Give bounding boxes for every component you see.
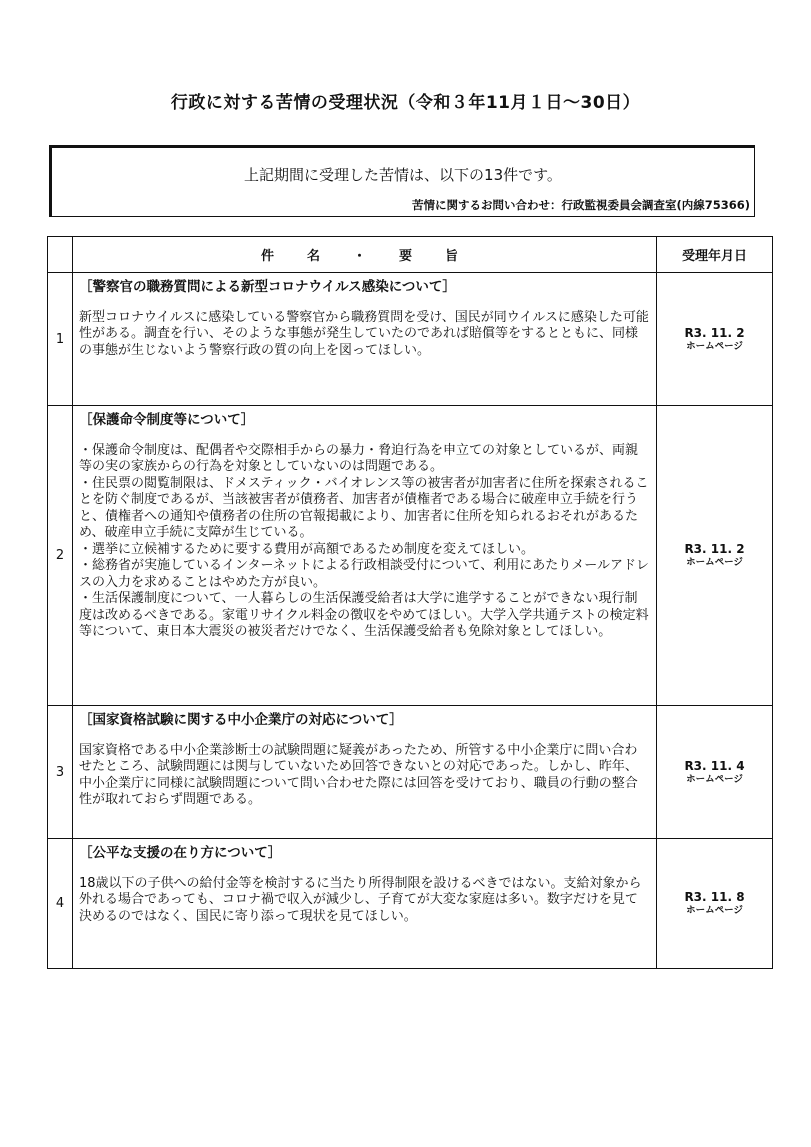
- received-date: R3. 11. 8: [684, 890, 745, 904]
- summary-box: [49, 145, 755, 217]
- header-number: [48, 237, 73, 273]
- row-date: [657, 706, 773, 839]
- table-row: [48, 839, 773, 969]
- row-content: [73, 406, 657, 706]
- received-date: R3. 11. 2: [684, 542, 745, 556]
- header-subject: 件 名 ・ 要 旨: [73, 237, 657, 273]
- table-header-row: [48, 237, 773, 273]
- item-body: ・保護命令制度は、配偶者や交際相手からの暴力・脅迫行為を申立ての対象としているが、両親等の実の家族からの行為を対象としていないのは問題である。: [79, 442, 639, 474]
- row-content: [73, 706, 657, 839]
- contact-info: 苦情に関するお問い合わせ：行政監視委員会調査室(内線75366): [411, 198, 750, 212]
- summary-text: 上記期間に受理した苦情は、以下の13件です。: [244, 166, 562, 184]
- table-row: [48, 273, 773, 406]
- complaints-table: [47, 236, 773, 969]
- item-title: ［警察官の職務質問による新型コロナウイルス感染について］: [79, 279, 456, 295]
- received-channel: ホームページ: [686, 773, 743, 785]
- row-date: [657, 406, 773, 706]
- row-date: [657, 839, 773, 969]
- received-date: R3. 11. 2: [684, 325, 745, 340]
- row-date: [657, 273, 773, 406]
- received-channel: ホームページ: [686, 905, 743, 916]
- table-row: [48, 406, 773, 706]
- row-content: [73, 273, 657, 406]
- header-date: 受理年月日: [657, 237, 773, 273]
- item-body: ・生活保護制度について、一人暮らしの生活保護受給者は大学に進学することができない現行制度は改めるべきである。家電リサイクル料金の徴収をやめてほしい。大学入学共通テストの検定料等について、東日本大震災の被災者だけでなく、生活保護受給者も免除対象としてほしい。: [79, 591, 649, 639]
- page-title: 行政に対する苦情の受理状況（令和３年11月１日～30日）: [170, 93, 641, 113]
- item-body: 新型コロナウイルスに感染している警察官から職務質問を受け、国民が同ウイルスに感染した可能性がある。調査を行い、そのような事態が発生していたのであれば賠償等をするとともに、同様の事態が生じないよう警察行政の質の向上を図ってほしい。: [79, 309, 649, 358]
- row-number: 2: [48, 406, 73, 706]
- item-title: ［国家資格試験に関する中小企業庁の対応について］: [79, 712, 403, 728]
- item-title: ［公平な支援の在り方について］: [79, 845, 282, 861]
- received-date: R3. 11. 4: [684, 758, 745, 773]
- item-body: ・住民票の閲覧制限は、ドメスティック・バイオレンス等の被害者が加害者に住所を探索されることを防ぐ制度であるが、当該被害者が債務者、加害者が債権者である場合に破産申立手続を行うと、債権者への通知や債務者の住所の官報掲載により、加害者に住所を知られるおそれがあるため、破産申立手続に支障が生じている。: [79, 475, 649, 540]
- row-content: [73, 839, 657, 969]
- item-body: 国家資格である中小企業診断士の試験問題に疑義があったため、所管する中小企業庁に問い合わせたところ、試験問題には関与していないため回答できないとの対応であった。しかし、昨年、中小企業庁に同様に試験問題について問い合わせた際には回答を受けており、職員の行動の整合性が取れておらず問題である。: [79, 742, 638, 807]
- row-number: 4: [48, 839, 73, 969]
- item-body: ・総務省が実施しているインターネットによる行政相談受付について、利用にあたりメールアドレスの入力を求めることはやめた方が良い。: [79, 558, 650, 590]
- table-row: [48, 706, 773, 839]
- item-body: ・選挙に立候補するために要する費用が高額であるため制度を変えてほしい。: [79, 541, 535, 557]
- received-channel: ホームページ: [686, 557, 743, 568]
- row-number: 3: [48, 706, 73, 839]
- row-number: 1: [48, 273, 73, 406]
- received-channel: ホームページ: [686, 340, 743, 352]
- item-title: ［保護命令制度等について］: [79, 412, 255, 428]
- item-body: 18歳以下の子供への給付金等を検討するに当たり所得制限を設けるべきではない。支給対象から外れる場合であっても、コロナ禍で収入が減少し、子育てが大変な家庭は多い。数字だけを見て決めるのではなく、国民に寄り添って現状を見てほしい。: [79, 875, 642, 924]
